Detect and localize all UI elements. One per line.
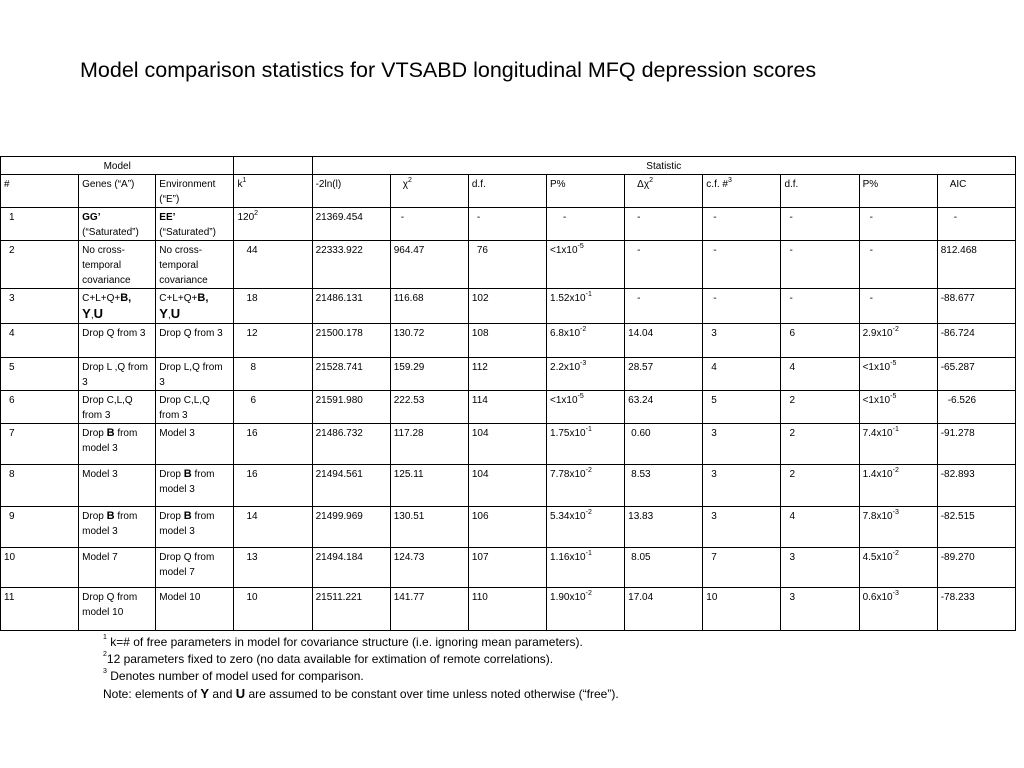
cell-genes: Drop L ,Q from 3	[79, 358, 156, 391]
footnotes	[103, 634, 619, 703]
cell-environment: Drop B from model 3	[156, 507, 234, 548]
cell-environment: Model 10	[156, 588, 234, 631]
cell-delta-chi2: -	[625, 289, 703, 324]
cell-p2: $0.6x10^{-3}$	[859, 588, 937, 631]
cell-p: -	[547, 208, 625, 241]
cell-df2: 6	[781, 324, 859, 358]
cell-k: 16	[234, 465, 312, 507]
page-title: Model comparison statistics for VTSABD longitudinal MFQ depression scores	[80, 58, 817, 82]
cell-environment: No cross-temporal covariance	[156, 241, 234, 289]
cell-cf: -	[703, 241, 781, 289]
cell-aic: -78.233	[937, 588, 1015, 631]
cell-genes: Model 3	[79, 465, 156, 507]
cell-df2: 4	[781, 358, 859, 391]
cell-genes: Drop B from model 3	[79, 507, 156, 548]
cell-aic: -6.526	[937, 391, 1015, 424]
table-row	[1, 424, 1016, 465]
cell-df: 104	[468, 424, 546, 465]
cell-cf: 10	[703, 588, 781, 631]
cell-cf: -	[703, 208, 781, 241]
cell-cf: 7	[703, 548, 781, 588]
cell-df2: 2	[781, 424, 859, 465]
cell-genes: GG’ (“Saturated”)	[79, 208, 156, 241]
cell-num: 3	[1, 289, 79, 324]
cell-num: 2	[1, 241, 79, 289]
cell-genes: C+L+Q+B, Y,U	[79, 289, 156, 324]
cell-aic: -91.278	[937, 424, 1015, 465]
header-df2: d.f.	[781, 175, 859, 208]
table-row	[1, 358, 1016, 391]
header-environment: Environment (“E”)	[156, 175, 234, 208]
table-row	[1, 324, 1016, 358]
cell-genes: Drop Q from model 10	[79, 588, 156, 631]
cell-p: $5.34x10^{-2}$	[547, 507, 625, 548]
cell-p2: $<1x10^{-5}$	[859, 358, 937, 391]
header-chi2: $\chi^2$	[390, 175, 468, 208]
cell-k: 10	[234, 588, 312, 631]
cell-num: 7	[1, 424, 79, 465]
cell-p: $1.52x10^{-1}$	[547, 289, 625, 324]
cell-environment: Model 3	[156, 424, 234, 465]
cell-cf: 3	[703, 324, 781, 358]
cell-environment: Drop C,L,Q from 3	[156, 391, 234, 424]
cell-chi2: 964.47	[390, 241, 468, 289]
table-row	[1, 391, 1016, 424]
group-header-statistic: Statistic	[312, 157, 1015, 175]
cell-p: $<1x10^{-5}$	[547, 391, 625, 424]
cell-cf: 3	[703, 507, 781, 548]
cell-k: 14	[234, 507, 312, 548]
cell-genes: Drop C,L,Q from 3	[79, 391, 156, 424]
cell-loglik: 21591.980	[312, 391, 390, 424]
cell-aic: 812.468	[937, 241, 1015, 289]
cell-k: 18	[234, 289, 312, 324]
cell-df2: -	[781, 241, 859, 289]
cell-k: 8	[234, 358, 312, 391]
cell-df2: -	[781, 289, 859, 324]
cell-loglik: 21494.184	[312, 548, 390, 588]
cell-p: $1.75x10^{-1}$	[547, 424, 625, 465]
cell-delta-chi2: 13.83	[625, 507, 703, 548]
cell-chi2: 124.73	[390, 548, 468, 588]
cell-df2: -	[781, 208, 859, 241]
cell-environment: Drop Q from 3	[156, 324, 234, 358]
cell-num: 4	[1, 324, 79, 358]
cell-environment: EE’ (“Saturated”)	[156, 208, 234, 241]
cell-df: 108	[468, 324, 546, 358]
cell-k: 6	[234, 391, 312, 424]
cell-df: 110	[468, 588, 546, 631]
cell-delta-chi2: -	[625, 208, 703, 241]
cell-loglik: 22333.922	[312, 241, 390, 289]
cell-delta-chi2: 17.04	[625, 588, 703, 631]
cell-environment: Drop L,Q from 3	[156, 358, 234, 391]
cell-chi2: 130.51	[390, 507, 468, 548]
header-p2: P%	[859, 175, 937, 208]
footnote-1: $^1$ k=# of free parameters in model for covariance structure (i.e. ignoring mean parameters).	[103, 634, 583, 649]
cell-k: $120^2$	[234, 208, 312, 241]
cell-p: $7.78x10^{-2}$	[547, 465, 625, 507]
cell-df2: 2	[781, 391, 859, 424]
cell-num: 6	[1, 391, 79, 424]
cell-p2: -	[859, 208, 937, 241]
cell-loglik: 21369.454	[312, 208, 390, 241]
cell-aic: -88.677	[937, 289, 1015, 324]
model-comparison-table	[0, 156, 1016, 631]
cell-p2: $7.4x10^{-1}$	[859, 424, 937, 465]
cell-p: $2.2x10^{-3}$	[547, 358, 625, 391]
cell-df: 107	[468, 548, 546, 588]
cell-aic: -65.287	[937, 358, 1015, 391]
cell-aic: -89.270	[937, 548, 1015, 588]
cell-loglik: 21511.221	[312, 588, 390, 631]
cell-p2: -	[859, 241, 937, 289]
cell-environment: Drop B from model 3	[156, 465, 234, 507]
cell-cf: 4	[703, 358, 781, 391]
cell-loglik: 21500.178	[312, 324, 390, 358]
cell-k: 13	[234, 548, 312, 588]
cell-loglik: 21499.969	[312, 507, 390, 548]
cell-p2: -	[859, 289, 937, 324]
column-header-row	[1, 175, 1016, 208]
cell-p: $6.8x10^{-2}$	[547, 324, 625, 358]
cell-num: 5	[1, 358, 79, 391]
cell-df: 76	[468, 241, 546, 289]
header-num: #	[1, 175, 79, 208]
cell-p2: $<1x10^{-5}$	[859, 391, 937, 424]
cell-num: 10	[1, 548, 79, 588]
cell-df: 112	[468, 358, 546, 391]
header-p: P%	[547, 175, 625, 208]
cell-num: 11	[1, 588, 79, 631]
cell-df2: 3	[781, 548, 859, 588]
cell-df: 106	[468, 507, 546, 548]
header-df: d.f.	[468, 175, 546, 208]
cell-chi2: 125.11	[390, 465, 468, 507]
cell-aic: -82.893	[937, 465, 1015, 507]
footnote-3: $^3$ Denotes number of model used for comparison.	[103, 668, 364, 683]
cell-genes: Drop Q from 3	[79, 324, 156, 358]
header-cf: c.f. #$^3$	[703, 175, 781, 208]
cell-df: 104	[468, 465, 546, 507]
cell-cf: 3	[703, 424, 781, 465]
cell-loglik: 21486.131	[312, 289, 390, 324]
cell-aic: -86.724	[937, 324, 1015, 358]
cell-cf: 3	[703, 465, 781, 507]
cell-k: 44	[234, 241, 312, 289]
cell-chi2: 116.68	[390, 289, 468, 324]
cell-p2: $2.9x10^{-2}$	[859, 324, 937, 358]
table-row	[1, 241, 1016, 289]
cell-p: $1.90x10^{-2}$	[547, 588, 625, 631]
cell-loglik: 21494.561	[312, 465, 390, 507]
header-genes: Genes (“A”)	[79, 175, 156, 208]
cell-cf: -	[703, 289, 781, 324]
cell-df: -	[468, 208, 546, 241]
cell-num: 8	[1, 465, 79, 507]
cell-df2: 3	[781, 588, 859, 631]
header-loglik: -2ln(l)	[312, 175, 390, 208]
cell-df2: 4	[781, 507, 859, 548]
header-delta-chi2: $\Delta\chi^2$	[625, 175, 703, 208]
cell-k: 16	[234, 424, 312, 465]
cell-chi2: -	[390, 208, 468, 241]
cell-environment: C+L+Q+B, Y,U	[156, 289, 234, 324]
cell-delta-chi2: -	[625, 241, 703, 289]
table-row	[1, 507, 1016, 548]
group-header-model: Model	[1, 157, 234, 175]
cell-chi2: 141.77	[390, 588, 468, 631]
cell-p2: $1.4x10^{-2}$	[859, 465, 937, 507]
cell-p: $1.16x10^{-1}$	[547, 548, 625, 588]
cell-df2: 2	[781, 465, 859, 507]
cell-delta-chi2: 8.53	[625, 465, 703, 507]
cell-k: 12	[234, 324, 312, 358]
cell-genes: Drop B from model 3	[79, 424, 156, 465]
cell-delta-chi2: 8.05	[625, 548, 703, 588]
cell-loglik: 21528.741	[312, 358, 390, 391]
cell-delta-chi2: 14.04	[625, 324, 703, 358]
header-aic: AIC	[937, 175, 1015, 208]
cell-cf: 5	[703, 391, 781, 424]
group-header-row	[1, 157, 1016, 175]
cell-chi2: 159.29	[390, 358, 468, 391]
cell-chi2: 117.28	[390, 424, 468, 465]
cell-df: 114	[468, 391, 546, 424]
cell-chi2: 222.53	[390, 391, 468, 424]
table-row	[1, 548, 1016, 588]
cell-p2: $4.5x10^{-2}$	[859, 548, 937, 588]
table-row	[1, 208, 1016, 241]
table-row	[1, 465, 1016, 507]
cell-delta-chi2: 0.60	[625, 424, 703, 465]
cell-delta-chi2: 63.24	[625, 391, 703, 424]
cell-p2: $7.8x10^{-3}$	[859, 507, 937, 548]
cell-loglik: 21486.732	[312, 424, 390, 465]
header-k: $k^1$	[234, 175, 312, 208]
cell-df: 102	[468, 289, 546, 324]
cell-aic: -82.515	[937, 507, 1015, 548]
footnote-note: Note: elements of Y and U are assumed to be constant over time unless noted otherwise (“free”).	[103, 686, 619, 701]
cell-genes: Model 7	[79, 548, 156, 588]
footnote-2: $^2$12 parameters fixed to zero (no data available for extimation of remote correlations).	[103, 651, 554, 666]
cell-num: 9	[1, 507, 79, 548]
cell-num: 1	[1, 208, 79, 241]
table-row	[1, 289, 1016, 324]
cell-genes: No cross-temporal covariance	[79, 241, 156, 289]
table-row	[1, 588, 1016, 631]
cell-environment: Drop Q from model 7	[156, 548, 234, 588]
group-header-spacer	[234, 157, 312, 175]
cell-p: $<1x10^{-5}$	[547, 241, 625, 289]
cell-delta-chi2: 28.57	[625, 358, 703, 391]
cell-chi2: 130.72	[390, 324, 468, 358]
cell-aic: -	[937, 208, 1015, 241]
